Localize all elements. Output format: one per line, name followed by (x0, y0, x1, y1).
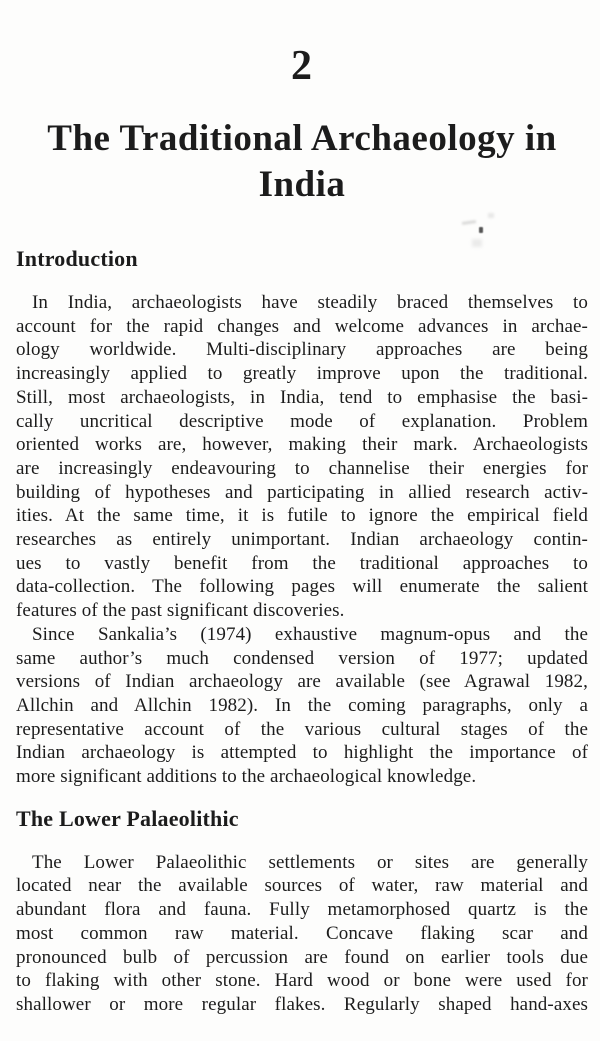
text-line: abundant flora and fauna. Fully metamorphosed quartz is the (16, 899, 588, 921)
text-line: versions of Indian archaeology are available (see Agrawal 1982, (16, 671, 588, 693)
text-line: representative account of the various cultural stages of the (16, 718, 588, 740)
paragraph-lower-palaeolithic-1 (16, 851, 588, 1017)
text-line: In India, archaeologists have steadily braced themselves to (32, 292, 588, 313)
text-line: shallower or more regular flakes. Regularly shaped hand-axes (16, 993, 588, 1015)
text-line: building of hypotheses and participating in allied research activ- (16, 481, 588, 503)
text-line: ities. At the same time, it is futile to ignore the empirical field (16, 505, 588, 527)
chapter-number: 2 (291, 43, 313, 89)
page-title-line-1: The Traditional Archaeology in (47, 118, 557, 159)
page-title (16, 116, 588, 208)
section-heading-introduction: Introduction (16, 246, 138, 271)
text-line: The Lower Palaeolithic settlements or sites are generally (32, 851, 588, 873)
text-line: more significant additions to the archaeological knowledge. (16, 766, 477, 788)
text-line: researches as entirely unimportant. Indian archaeology contin- (16, 529, 588, 551)
text-line: pronounced bulb of percussion are found on earlier tools due (16, 946, 588, 968)
text-line: same author’s much condensed version of 1977; updated (16, 647, 588, 669)
text-line: data-collection. The following pages will enumerate the salient (16, 576, 588, 598)
text-line: features of the past significant discoveries. (16, 600, 345, 622)
paragraph-introduction-1 (16, 291, 588, 623)
text-line: Allchin and Allchin 1982). In the coming paragraphs, only a (16, 694, 588, 716)
text-line: account for the rapid changes and welcome advances in archae- (16, 315, 588, 337)
text-line: are increasingly endeavouring to channelise their energies for (16, 457, 588, 479)
text-line: increasingly applied to greatly improve upon the traditional. (16, 363, 588, 385)
paragraph-introduction-2 (16, 623, 588, 789)
text-line: oriented works are, however, making their mark. Archaeologists (16, 434, 588, 456)
text-line: located near the available sources of water, raw material and (16, 875, 588, 897)
text-line: cally uncritical descriptive mode of explanation. Problem (16, 410, 588, 432)
text-line: Since Sankalia’s (1974) exhaustive magnum-opus and the (32, 623, 588, 645)
text-line: most common raw material. Concave flaking scar and (16, 922, 588, 944)
text-line: Indian archaeology is attempted to highlight the importance of (16, 742, 588, 764)
text-line: ues to vastly benefit from the traditional approaches to (16, 552, 588, 574)
page-title-line-2: India (258, 164, 346, 205)
text-line: Still, most archaeologists, in India, tend to emphasise the basi- (16, 386, 588, 408)
section-heading-lower-palaeolithic: The Lower Palaeolithic (16, 805, 239, 831)
text-line: to flaking with other stone. Hard wood or bone were used for (16, 970, 588, 992)
text-line: ology worldwide. Multi-disciplinary approaches are being (16, 339, 588, 361)
